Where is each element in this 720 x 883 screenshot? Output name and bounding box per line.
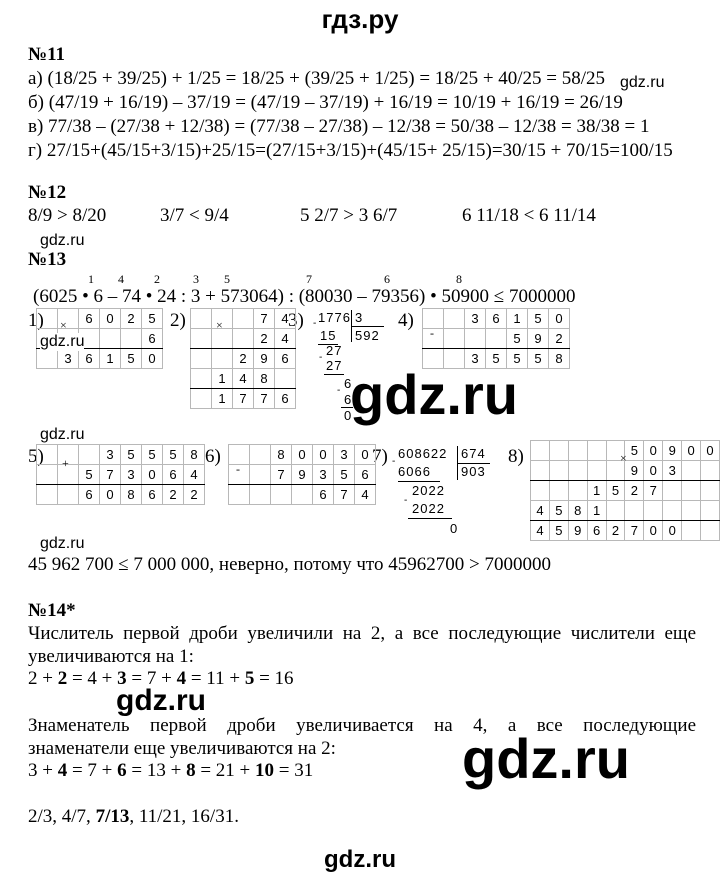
digit-cell: 2 <box>625 481 644 501</box>
digit-cell <box>682 461 701 481</box>
equation-term: 5 <box>244 668 255 689</box>
digit-cell <box>79 445 100 465</box>
digit-cell: 5 <box>142 309 163 329</box>
digit-cell: 0 <box>644 461 663 481</box>
div3-step: 6 <box>344 392 353 407</box>
digit-cell: 1 <box>507 309 528 329</box>
digit-cell: 9 <box>663 441 682 461</box>
digit-cell: 4 <box>531 521 550 541</box>
digit-cell: 4 <box>275 309 296 329</box>
digit-cell <box>663 481 682 501</box>
digit-cell: 6 <box>587 521 606 541</box>
digit-cell <box>568 481 587 501</box>
plus-sign: + <box>62 456 69 470</box>
equation-term: 4 <box>176 668 187 689</box>
digit-cell <box>37 445 58 465</box>
div3-step: 0 <box>344 408 353 423</box>
digit-cell <box>644 501 663 521</box>
order-number: 4 <box>118 272 124 286</box>
digit-cell: 6 <box>79 309 100 329</box>
digit-cell: 6 <box>486 309 507 329</box>
calc-label: 8) <box>508 446 524 467</box>
digit-cell: 3 <box>334 445 355 465</box>
minus-sign: - <box>313 318 317 329</box>
task13-expression: (6025 • 6 – 74 • 24 : 3 + 573064) : (80030 – 79356) • 50900 ≤ 7000000 <box>33 286 576 307</box>
digit-cell: 9 <box>254 349 275 369</box>
digit-cell: 6 <box>163 465 184 485</box>
digit-cell <box>531 441 550 461</box>
watermark-small: gdz.ru <box>40 535 85 552</box>
digit-cell <box>233 329 254 349</box>
digit-cell: 4 <box>275 329 296 349</box>
digit-cell: 1 <box>587 481 606 501</box>
div7-divisor: 674 <box>461 446 486 461</box>
task14-heading: №14* <box>28 600 76 621</box>
digit-cell <box>465 329 486 349</box>
digit-cell <box>275 369 296 389</box>
digit-cell: 7 <box>254 389 275 409</box>
equation-term: = 7 + <box>126 668 177 689</box>
digit-cell: 0 <box>644 521 663 541</box>
digit-cell: 2 <box>549 329 570 349</box>
digit-cell <box>682 501 701 521</box>
task14-paragraph: знаменатели еще увеличиваются на 2: <box>28 738 336 759</box>
order-number: 1 <box>88 272 94 286</box>
digit-cell: 7 <box>644 481 663 501</box>
task14-answer <box>28 806 239 828</box>
digit-cell: 5 <box>625 441 644 461</box>
digit-cell <box>271 485 292 505</box>
task14-paragraph: Знаменатель первой дроби увеличивается на 4, а все последующие <box>28 715 696 736</box>
digit-cell: 0 <box>682 441 701 461</box>
digit-cell: 2 <box>233 349 254 369</box>
equation-term: 3 + <box>28 760 58 781</box>
digit-cell <box>37 465 58 485</box>
digit-cell <box>682 481 701 501</box>
div7-dividend: 608622 <box>398 446 448 461</box>
task11-line-c: в) 77/38 – (27/38 + 12/38) = (77/38 – 27/38) – 12/38 = 50/38 – 12/38 = 38/38 = 1 <box>28 116 650 137</box>
digit-cell <box>549 461 568 481</box>
task14-paragraph: увеличиваются на 1: <box>28 646 194 667</box>
digit-cell: 0 <box>142 465 163 485</box>
order-number: 5 <box>224 272 230 286</box>
digit-cell: 6 <box>275 349 296 369</box>
order-number: 6 <box>384 272 390 286</box>
div3-step: 27 <box>326 343 343 358</box>
digit-cell: 5 <box>163 445 184 465</box>
digit-cell: 6 <box>79 349 100 369</box>
digit-cell: 3 <box>663 461 682 481</box>
calc-label: 6) <box>205 446 221 467</box>
watermark-big: gdz.ru <box>462 727 630 790</box>
digit-cell: 2 <box>121 309 142 329</box>
digit-cell: 9 <box>292 465 313 485</box>
minus-sign: - <box>337 385 341 396</box>
digit-cell: 7 <box>100 465 121 485</box>
digit-cell: 5 <box>507 329 528 349</box>
div7-step: 2022 <box>412 501 445 516</box>
digit-cell <box>229 485 250 505</box>
task11-line-a: а) (18/25 + 39/25) + 1/25 = 18/25 + (39/25 + 1/25) = 18/25 + 40/25 = 58/25 <box>28 68 606 89</box>
digit-cell <box>531 481 550 501</box>
digit-cell: 0 <box>100 485 121 505</box>
digit-cell: 3 <box>58 349 79 369</box>
order-number: 7 <box>306 272 312 286</box>
digit-cell: 6 <box>79 485 100 505</box>
digit-cell <box>682 521 701 541</box>
calc4-grid <box>422 308 570 369</box>
digit-cell: 1 <box>100 349 121 369</box>
digit-cell: 8 <box>121 485 142 505</box>
equation-term: = 31 <box>274 760 314 781</box>
digit-cell: 4 <box>355 485 376 505</box>
digit-cell <box>191 349 212 369</box>
digit-cell: 0 <box>355 445 376 465</box>
digit-cell <box>568 441 587 461</box>
digit-cell: 5 <box>528 309 549 329</box>
digit-cell: 7 <box>271 465 292 485</box>
multiply-sign: × <box>60 318 67 332</box>
equation-term: 2/3, 4/7, <box>28 806 96 827</box>
equation-term: 2 + <box>28 668 58 689</box>
watermark-small: gdz.ru <box>620 74 665 91</box>
digit-cell: 8 <box>271 445 292 465</box>
digit-cell: 5 <box>507 349 528 369</box>
digit-cell: 6 <box>313 485 334 505</box>
calc2-grid <box>190 308 296 409</box>
task11-line-b: б) (47/19 + 16/19) – 37/19 = (47/19 – 37/19) + 16/19 = 10/19 + 16/19 = 26/19 <box>28 92 623 113</box>
div7-step: 6066 <box>398 464 431 479</box>
digit-cell <box>250 485 271 505</box>
task11-line-d: г) 27/15+(45/15+3/15)+25/15=(27/15+3/15)+(45/15+ 25/15)=30/15 + 70/15=100/15 <box>28 140 673 161</box>
digit-cell: 3 <box>465 349 486 369</box>
digit-cell: 5 <box>606 481 625 501</box>
digit-cell: 7 <box>334 485 355 505</box>
digit-cell: 5 <box>142 445 163 465</box>
digit-cell <box>191 389 212 409</box>
digit-cell: 0 <box>549 309 570 329</box>
order-number: 8 <box>456 272 462 286</box>
digit-cell: 0 <box>292 445 313 465</box>
multiply-sign: × <box>620 451 627 465</box>
task11-heading: №11 <box>28 44 66 65</box>
calc-label: 5) <box>28 446 44 467</box>
digit-cell <box>250 445 271 465</box>
div3-step: 27 <box>326 358 343 373</box>
minus-sign: - <box>392 456 396 467</box>
digit-cell <box>292 485 313 505</box>
digit-cell: 2 <box>184 485 205 505</box>
digit-cell <box>37 349 58 369</box>
equation-term: 6 <box>117 760 127 781</box>
equation-term: 3 <box>117 668 127 689</box>
digit-cell: 6 <box>142 329 163 349</box>
calc6-grid <box>228 444 376 505</box>
digit-cell: 0 <box>313 445 334 465</box>
task12-item: 3/7 < 9/4 <box>160 205 229 226</box>
equation-term: = 16 <box>254 668 294 689</box>
digit-cell: 5 <box>528 349 549 369</box>
digit-cell <box>701 481 720 501</box>
calc-label: 4) <box>398 310 414 331</box>
watermark-small: gdz.ru <box>40 426 85 443</box>
digit-cell <box>37 309 58 329</box>
digit-cell <box>606 501 625 521</box>
digit-cell <box>250 465 271 485</box>
digit-cell: 5 <box>486 349 507 369</box>
div3-quotient: 592 <box>355 328 380 343</box>
div7-step: 0 <box>450 521 459 536</box>
digit-cell: 1 <box>212 369 233 389</box>
calc5-grid <box>36 444 205 505</box>
watermark-small: gdz.ru <box>40 232 85 249</box>
calc-label: 3) <box>288 310 304 331</box>
div7-quotient: 903 <box>461 464 486 479</box>
digit-cell: 6 <box>142 485 163 505</box>
digit-cell: 2 <box>254 329 275 349</box>
div3-dividend: 1776 <box>318 310 351 325</box>
digit-cell <box>549 441 568 461</box>
digit-cell: 0 <box>100 309 121 329</box>
digit-cell <box>233 309 254 329</box>
digit-cell <box>587 441 606 461</box>
multiply-sign: × <box>216 318 223 332</box>
equation-term: , 11/21, 16/31. <box>129 806 239 827</box>
digit-cell: 5 <box>334 465 355 485</box>
digit-cell: 1 <box>587 501 606 521</box>
equation-term: 2 <box>57 668 68 689</box>
equation-term: 7/13 <box>95 806 130 827</box>
digit-cell: 0 <box>142 349 163 369</box>
digit-cell: 5 <box>121 445 142 465</box>
digit-cell: 4 <box>184 465 205 485</box>
minus-sign: - <box>236 462 240 476</box>
site-footer-watermark: gdz.ru <box>324 846 396 873</box>
div3-divisor: 3 <box>355 310 364 325</box>
digit-cell <box>701 501 720 521</box>
minus-sign: - <box>319 352 323 363</box>
task12-item: 6 11/18 < 6 11/14 <box>462 205 596 226</box>
digit-cell: 0 <box>663 521 682 541</box>
digit-cell: 3 <box>100 445 121 465</box>
digit-cell: 3 <box>313 465 334 485</box>
site-header: гдз.ру <box>321 4 399 34</box>
digit-cell: 9 <box>568 521 587 541</box>
digit-cell: 8 <box>254 369 275 389</box>
watermark-medium: gdz.ru <box>116 684 206 717</box>
equation-term: 10 <box>255 760 275 781</box>
calc-label: 2) <box>170 310 186 331</box>
digit-cell <box>212 349 233 369</box>
digit-cell <box>549 481 568 501</box>
digit-cell: 4 <box>531 501 550 521</box>
digit-cell <box>663 501 682 521</box>
watermark-small: gdz.ru <box>40 333 85 350</box>
task12-item: 5 2/7 > 3 6/7 <box>300 205 398 226</box>
digit-cell <box>587 461 606 481</box>
digit-cell: 9 <box>625 461 644 481</box>
order-number: 2 <box>154 272 160 286</box>
digit-cell <box>701 461 720 481</box>
div7-step: 2022 <box>412 483 445 498</box>
digit-cell: 5 <box>121 349 142 369</box>
digit-cell: 6 <box>355 465 376 485</box>
digit-cell: 0 <box>644 441 663 461</box>
digit-cell: 2 <box>163 485 184 505</box>
minus-sign: - <box>430 326 434 340</box>
calc-label: 7) <box>372 446 388 467</box>
digit-cell <box>121 329 142 349</box>
digit-cell: 7 <box>233 389 254 409</box>
task13-heading: №13 <box>28 249 67 270</box>
task13-conclusion: 45 962 700 ≤ 7 000 000, неверно, потому что 45962700 > 7000000 <box>28 554 551 575</box>
digit-cell: 0 <box>701 441 720 461</box>
digit-cell <box>100 329 121 349</box>
digit-cell: 9 <box>528 329 549 349</box>
digit-cell <box>531 461 550 481</box>
digit-cell: 4 <box>233 369 254 389</box>
calc-label: 1) <box>28 310 44 331</box>
digit-cell: 7 <box>254 309 275 329</box>
digit-cell <box>191 369 212 389</box>
digit-cell: 5 <box>79 465 100 485</box>
digit-cell: 8 <box>549 349 570 369</box>
digit-cell: 8 <box>568 501 587 521</box>
task14-paragraph: Числитель первой дроби увеличили на 2, а все последующие числители еще <box>28 623 696 644</box>
minus-sign: - <box>404 495 408 506</box>
equation-term: 4 <box>57 760 68 781</box>
digit-cell <box>191 329 212 349</box>
order-number: 3 <box>193 272 199 286</box>
digit-cell <box>625 501 644 521</box>
digit-cell: 7 <box>625 521 644 541</box>
digit-cell: 8 <box>184 445 205 465</box>
digit-cell: 5 <box>549 501 568 521</box>
digit-cell <box>191 309 212 329</box>
equation-term: = 13 + <box>126 760 187 781</box>
task12-item: 8/9 > 8/20 <box>28 205 107 226</box>
digit-cell <box>444 329 465 349</box>
digit-cell <box>37 485 58 505</box>
digit-cell <box>701 521 720 541</box>
digit-cell: 3 <box>121 465 142 485</box>
digit-cell: 3 <box>465 309 486 329</box>
digit-cell <box>444 309 465 329</box>
div3-step: 15 <box>320 328 337 343</box>
task14-equation-denominators <box>28 760 313 782</box>
equation-term: = 4 + <box>67 668 118 689</box>
digit-cell <box>58 485 79 505</box>
task12-heading: №12 <box>28 182 67 203</box>
equation-term: = 11 + <box>186 668 245 689</box>
digit-cell: 5 <box>549 521 568 541</box>
equation-term: = 7 + <box>67 760 118 781</box>
digit-cell <box>568 461 587 481</box>
digit-cell <box>486 329 507 349</box>
watermark-big: gdz.ru <box>350 363 518 426</box>
equation-term: = 21 + <box>195 760 256 781</box>
div3-step: 6 <box>344 376 353 391</box>
digit-cell: 1 <box>212 389 233 409</box>
digit-cell: 6 <box>275 389 296 409</box>
equation-term: 8 <box>186 760 196 781</box>
digit-cell: 2 <box>606 521 625 541</box>
